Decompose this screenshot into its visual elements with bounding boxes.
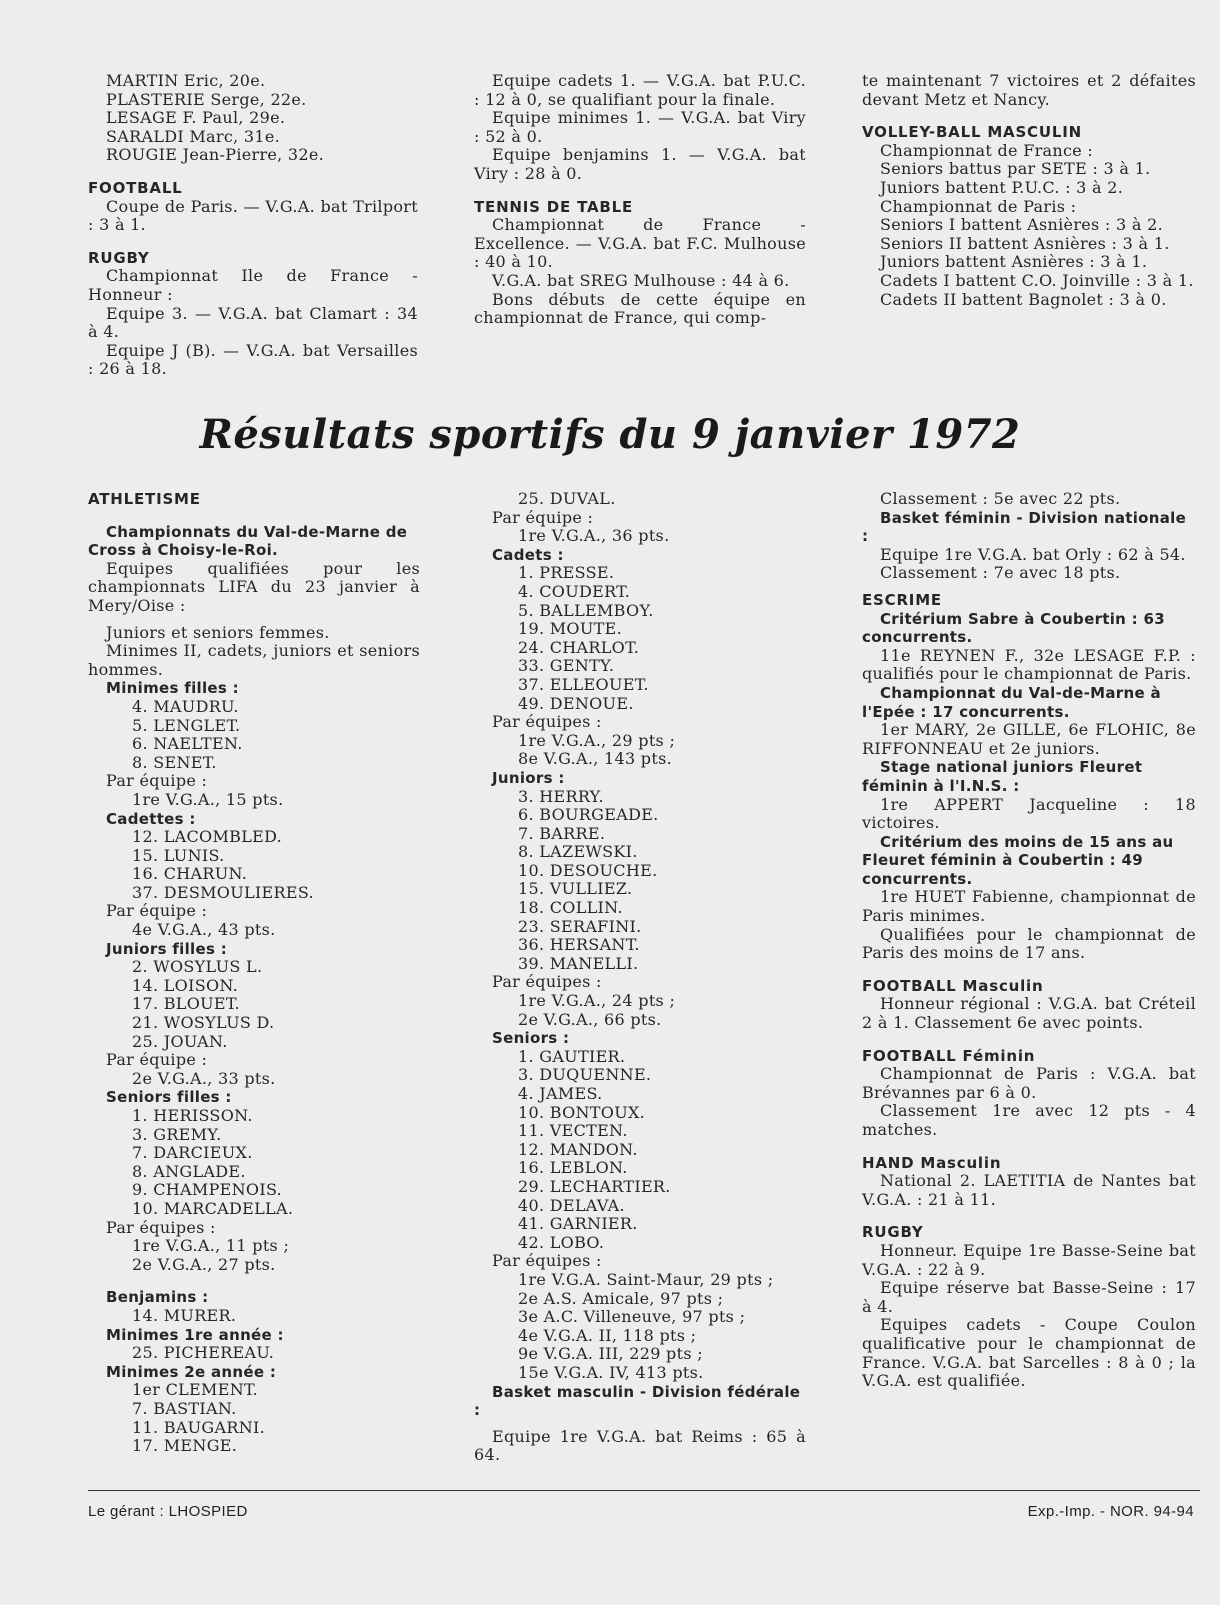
- main-column-2: [474, 490, 806, 1465]
- section-heading: RUGBY: [862, 1223, 924, 1242]
- text-line: 25. DUVAL.: [518, 489, 616, 508]
- footer-left: Le gérant : LHOSPIED: [88, 1503, 248, 1520]
- text-line: Par équipes :: [492, 1251, 602, 1271]
- text-line: 6. BOURGEADE.: [518, 805, 659, 825]
- spacer: [862, 583, 1196, 591]
- text-line: 3e A.C. Villeneuve, 97 pts ;: [518, 1307, 746, 1327]
- text-line: 9e V.G.A. III, 229 pts ;: [518, 1344, 703, 1364]
- text-line: LESAGE F. Paul, 29e.: [106, 108, 286, 128]
- text-line: Seniors II battent Asnières : 3 à 1.: [880, 233, 1170, 253]
- text-line: Championnat de France :: [880, 140, 1094, 160]
- text-line: Par équipe :: [492, 507, 594, 527]
- text-line: 19. MOUTE.: [518, 619, 622, 639]
- text-line: 2. WOSYLUS L.: [132, 957, 263, 977]
- text-line: 10. DESOUCHE.: [518, 860, 658, 880]
- text-line: 15e V.G.A. IV, 413 pts.: [518, 1362, 704, 1382]
- spacer: [88, 165, 418, 179]
- text-line: 4. MAUDRU.: [132, 696, 239, 716]
- text-line: Par équipe :: [106, 1050, 208, 1070]
- text-line: Equipe 1re V.G.A. bat Reims : 65 à 64.: [474, 1426, 806, 1465]
- text-line: ROUGIE Jean-Pierre, 32e.: [106, 145, 325, 165]
- text-line: 1re APPERT Jacqueline : 18 victoires.: [862, 794, 1196, 833]
- text-line: 9. CHAMPENOIS.: [132, 1180, 283, 1200]
- text-line: Cadets II battent Bagnolet : 3 à 0.: [880, 289, 1167, 309]
- text-line: Equipe cadets 1. — V.G.A. bat P.U.C. : 12 à 0, se qualifiant pour la finale.: [474, 71, 806, 109]
- text-line: 2e V.G.A., 27 pts.: [132, 1254, 276, 1274]
- text-line: 10. BONTOUX.: [518, 1102, 646, 1122]
- subheading: Juniors filles :: [106, 939, 228, 958]
- text-line: MARTIN Eric, 20e.: [106, 71, 266, 90]
- text-line: Coupe de Paris. — V.G.A. bat Trilport : 3 à 1.: [88, 196, 418, 235]
- text-line: 1re V.G.A., 15 pts.: [132, 789, 284, 809]
- text-line: Juniors et seniors femmes.: [106, 622, 330, 642]
- text-line: 11e REYNEN F., 32e LESAGE F.P. : qualifiés pour le championnat de Paris.: [862, 645, 1196, 684]
- text-line: 14. MURER.: [132, 1305, 237, 1325]
- text-line: 21. WOSYLUS D.: [132, 1013, 275, 1033]
- text-line: 14. LOISON.: [132, 975, 239, 995]
- subheading: Seniors :: [492, 1029, 570, 1048]
- text-line: 2e A.S. Amicale, 97 pts ;: [518, 1288, 724, 1308]
- section-heading: VOLLEY-BALL MASCULIN: [862, 123, 1082, 142]
- text-line: Equipes qualifiées pour les championnats LIFA du 23 janvier à Mery/Oise :: [88, 558, 420, 615]
- subheading: Seniors filles :: [106, 1088, 232, 1107]
- text-line: Classement : 5e avec 22 pts.: [880, 489, 1121, 508]
- top-column-2: [474, 72, 806, 328]
- top-column-3: [862, 72, 1196, 309]
- subheading: Championnats du Val-de-Marne de Cross à Choisy-le-Roi.: [88, 522, 408, 560]
- text-line: 5. LENGLET.: [132, 715, 241, 735]
- spacer: [862, 1033, 1196, 1047]
- text-line: 7. BASTIAN.: [132, 1398, 237, 1418]
- spacer: [474, 184, 806, 198]
- text-line: Juniors battent Asnières : 3 à 1.: [880, 252, 1148, 272]
- text-line: Equipe J (B). — V.G.A. bat Versailles : 26 à 18.: [88, 340, 418, 379]
- text-line: 16. CHARUN.: [132, 864, 248, 884]
- text-line: Par équipes :: [106, 1217, 216, 1237]
- text-line: 4e V.G.A. II, 118 pts ;: [518, 1325, 697, 1345]
- text-line: Championnat de Paris : V.G.A. bat Brévannes par 6 à 0.: [862, 1064, 1196, 1102]
- text-line: 24. CHARLOT.: [518, 637, 640, 657]
- text-line: 3. HERRY.: [518, 786, 604, 806]
- subheading: Championnat du Val-de-Marne à l'Epée : 17 concurrents.: [862, 683, 1161, 721]
- text-line: Par équipes :: [492, 712, 602, 732]
- text-line: 33. GENTY.: [518, 656, 615, 676]
- subheading: Minimes 2e année :: [106, 1362, 277, 1381]
- section-heading: ATHLETISME: [88, 490, 201, 508]
- text-line: 8. SENET.: [132, 752, 217, 772]
- text-line: Classement : 7e avec 18 pts.: [880, 563, 1121, 583]
- main-column-1: [88, 490, 420, 1456]
- text-line: PLASTERIE Serge, 22e.: [106, 89, 307, 109]
- text-line: 7. DARCIEUX.: [132, 1143, 253, 1163]
- subheading: Benjamins :: [106, 1288, 209, 1307]
- text-line: 1. GAUTIER.: [518, 1046, 626, 1066]
- text-line: 25. JOUAN.: [132, 1031, 228, 1051]
- text-line: 2e V.G.A., 33 pts.: [132, 1068, 276, 1088]
- spacer: [862, 1209, 1196, 1223]
- text-line: National 2. LAETITIA de Nantes bat V.G.A. : 21 à 11.: [862, 1171, 1196, 1209]
- text-line: 15. VULLIEZ.: [518, 879, 633, 899]
- subheading: Critérium Sabre à Coubertin : 63 concurrents.: [862, 609, 1165, 647]
- text-line: Honneur régional : V.G.A. bat Créteil 2 à 1. Classement 6e avec points.: [862, 994, 1196, 1033]
- section-heading: FOOTBALL Masculin: [862, 976, 1044, 995]
- subheading: Stage national juniors Fleuret féminin à l'I.N.S. :: [862, 758, 1143, 795]
- text-line: Honneur. Equipe 1re Basse-Seine bat V.G.A. : 22 à 9.: [862, 1240, 1196, 1279]
- text-line: 11. BAUGARNI.: [132, 1417, 266, 1437]
- text-line: 42. LOBO.: [518, 1232, 605, 1252]
- text-line: 29. LECHARTIER.: [518, 1176, 671, 1196]
- text-line: Classement 1re avec 12 pts - 4 matches.: [862, 1101, 1196, 1139]
- text-line: 18. COLLIN.: [518, 898, 623, 918]
- text-line: 17. MENGE.: [132, 1436, 238, 1456]
- subheading: Minimes filles :: [106, 679, 239, 698]
- text-line: Cadets I battent C.O. Joinville : 3 à 1.: [880, 270, 1194, 290]
- text-line: V.G.A. bat SREG Mulhouse : 44 à 6.: [492, 270, 790, 290]
- text-line: Championnat Ile de France - Honneur :: [88, 266, 418, 304]
- text-line: 37. ELLEOUET.: [518, 674, 649, 694]
- text-line: Championnat de Paris :: [880, 196, 1077, 216]
- text-line: 7. BARRE.: [518, 823, 606, 843]
- text-line: 12. MANDON.: [518, 1139, 638, 1159]
- text-line: Equipe réserve bat Basse-Seine : 17 à 4.: [862, 1278, 1196, 1316]
- text-line: 16. LEBLON.: [518, 1158, 628, 1178]
- text-line: 10. MARCADELLA.: [132, 1198, 294, 1218]
- text-line: 1re HUET Fabienne, championnat de Paris minimes.: [862, 887, 1196, 926]
- text-line: 2e V.G.A., 66 pts.: [518, 1009, 662, 1029]
- text-line: 49. DENOUE.: [518, 693, 634, 713]
- text-line: 36. HERSANT.: [518, 935, 640, 955]
- text-line: SARALDI Marc, 31e.: [106, 126, 280, 146]
- footer-right: Exp.-Imp. - NOR. 94-94: [1027, 1503, 1194, 1520]
- subheading: Critérium des moins de 15 ans au Fleuret féminin à Coubertin : 49 concurrents.: [862, 832, 1174, 888]
- text-line: 1. PRESSE.: [518, 563, 615, 583]
- text-line: 12. LACOMBLED.: [132, 827, 283, 847]
- subheading: Cadettes :: [106, 809, 196, 828]
- text-line: Par équipe :: [106, 771, 208, 791]
- section-heading: FOOTBALL: [88, 178, 183, 197]
- text-line: 25. PICHEREAU.: [132, 1343, 275, 1363]
- text-line: 1er CLEMENT.: [132, 1380, 258, 1400]
- text-line: 23. SERAFINI.: [518, 916, 642, 936]
- text-line: 3. GREMY.: [132, 1124, 222, 1144]
- text-line: Equipe benjamins 1. — V.G.A. bat Viry : 28 à 0.: [474, 145, 806, 183]
- text-line: Juniors battent P.U.C. : 3 à 2.: [880, 177, 1124, 197]
- spacer: [862, 1140, 1196, 1154]
- text-line: Equipe 1re V.G.A. bat Orly : 62 à 54.: [880, 544, 1186, 564]
- text-line: 3. DUQUENNE.: [518, 1065, 652, 1085]
- subheading: Juniors :: [492, 768, 565, 787]
- text-line: 41. GARNIER.: [518, 1214, 638, 1234]
- text-line: 8e V.G.A., 143 pts.: [518, 749, 672, 769]
- text-line: 37. DESMOULIERES.: [132, 882, 314, 902]
- top-column-1: [88, 72, 418, 379]
- section-heading: HAND Masculin: [862, 1153, 1002, 1172]
- text-line: 4e V.G.A., 43 pts.: [132, 920, 276, 940]
- spacer: [862, 109, 1196, 123]
- spacer: [88, 509, 420, 523]
- text-line: 40. DELAVA.: [518, 1195, 625, 1215]
- text-line: Equipe minimes 1. — V.G.A. bat Viry : 52 à 0.: [474, 108, 806, 146]
- text-line: 1re V.G.A. Saint-Maur, 29 pts ;: [518, 1269, 774, 1289]
- text-line: Par équipes :: [492, 972, 602, 992]
- text-line: te maintenant 7 victoires et 2 défaites devant Metz et Nancy.: [862, 71, 1196, 109]
- text-line: 1re V.G.A., 24 pts ;: [518, 991, 676, 1011]
- text-line: 5. BALLEMBOY.: [518, 600, 654, 620]
- text-line: Par équipe :: [106, 901, 208, 921]
- text-line: 4. COUDERT.: [518, 581, 631, 601]
- section-heading: RUGBY: [88, 248, 150, 267]
- text-line: 1er MARY, 2e GILLE, 6e FLOHIC, 8e RIFFONNEAU et 2e juniors.: [862, 720, 1196, 758]
- subheading: Basket féminin - Division nationale :: [862, 508, 1187, 546]
- spacer: [88, 235, 418, 249]
- section-heading: ESCRIME: [862, 590, 942, 609]
- page-title: Résultats sportifs du 9 janvier 1972: [199, 411, 1021, 458]
- text-line: 1re V.G.A., 29 pts ;: [518, 730, 676, 750]
- text-line: Qualifiées pour le championnat de Paris des moins de 17 ans.: [862, 924, 1196, 963]
- text-line: 6. NAELTEN.: [132, 734, 243, 754]
- text-line: Equipes cadets - Coupe Coulon qualificative pour le championnat de France. V.G.A. bat Sarcelles : 8 à 0 ; la V.G.A. est qualifiée.: [862, 1315, 1196, 1391]
- subheading: Cadets :: [492, 545, 564, 564]
- spacer: [88, 1274, 420, 1288]
- subheading: Basket masculin - Division fédérale :: [474, 1382, 801, 1420]
- text-line: 17. BLOUET.: [132, 994, 240, 1014]
- text-line: 1. HERISSON.: [132, 1106, 253, 1125]
- text-line: Equipe 3. — V.G.A. bat Clamart : 34 à 4.: [88, 303, 418, 342]
- main-column-3: [862, 490, 1196, 1391]
- text-line: 8. LAZEWSKI.: [518, 842, 638, 862]
- subheading: Minimes 1re année :: [106, 1325, 284, 1344]
- text-line: 1re V.G.A., 11 pts ;: [132, 1236, 290, 1256]
- text-line: 4. JAMES.: [518, 1084, 603, 1103]
- text-line: 39. MANELLI.: [518, 953, 639, 973]
- text-line: 11. VECTEN.: [518, 1121, 628, 1141]
- footer-rule: [88, 1490, 1200, 1491]
- text-line: Bons débuts de cette équipe en championnat de France, qui comp-: [474, 289, 806, 328]
- section-heading: TENNIS DE TABLE: [474, 197, 634, 216]
- text-line: 15. LUNIS.: [132, 845, 225, 865]
- text-line: 1re V.G.A., 36 pts.: [518, 526, 670, 546]
- text-line: Seniors battus par SETE : 3 à 1.: [880, 159, 1151, 179]
- spacer: [862, 963, 1196, 977]
- text-line: Championnat de France - Excellence. — V.G.A. bat F.C. Mulhouse : 40 à 10.: [474, 215, 806, 272]
- text-line: 8. ANGLADE.: [132, 1161, 246, 1181]
- section-heading: FOOTBALL Féminin: [862, 1046, 1036, 1065]
- text-line: Minimes II, cadets, juniors et seniors hommes.: [88, 641, 420, 679]
- text-line: Seniors I battent Asnières : 3 à 2.: [880, 215, 1163, 235]
